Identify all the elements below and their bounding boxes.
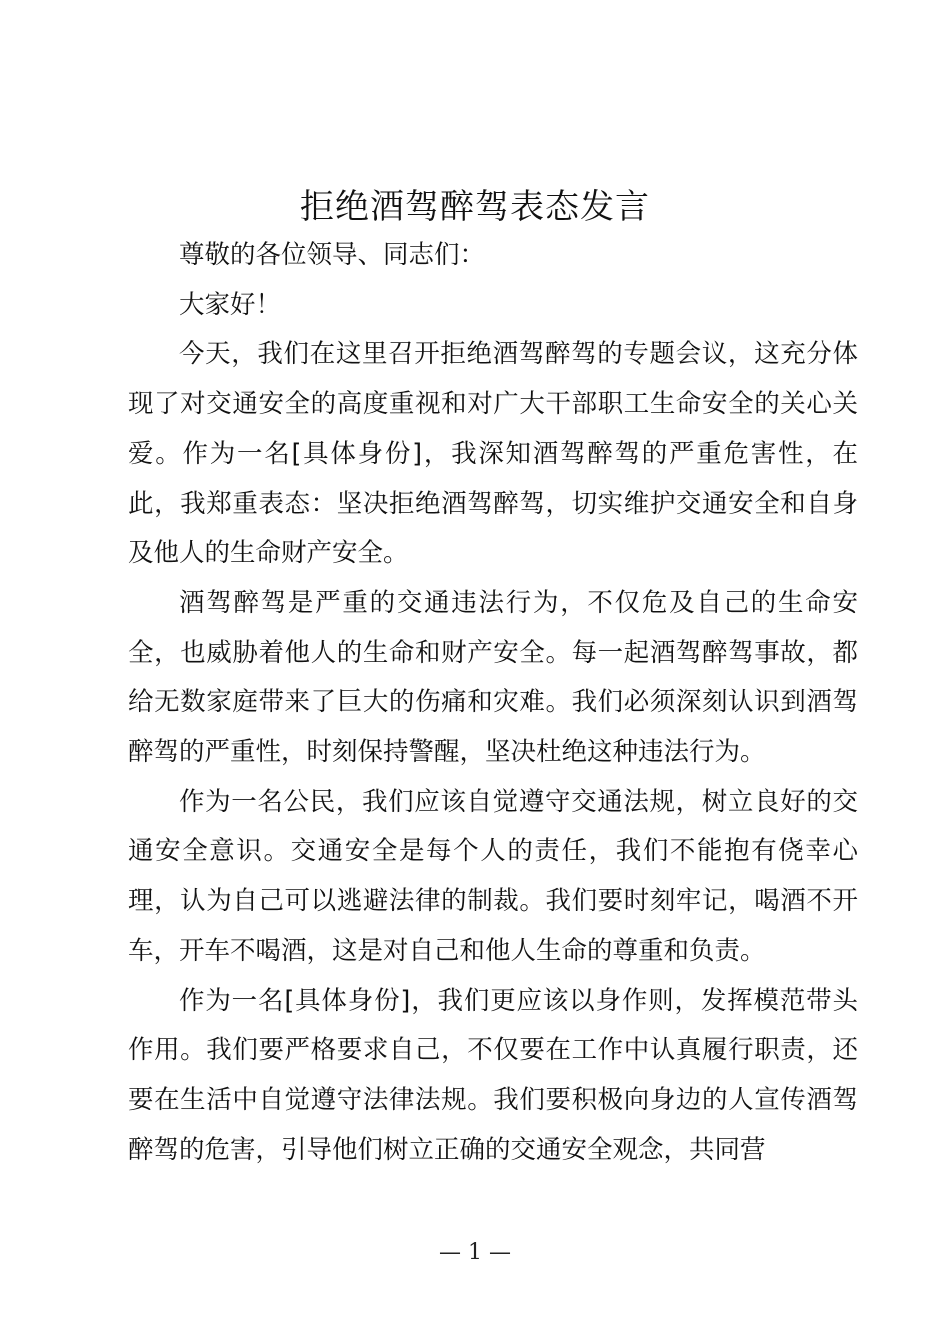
body-paragraph-4: 作为一名[具体身份]，我们更应该以身作则，发挥模范带头作用。我们要严格要求自己，不仅要在工作中认真履行职责，还要在生活中自觉遵守法律法规。我们要积极向身边的人宣传酒驾醉驾的危害，引导他们树立正确的交通安全观念，共同营 bbox=[128, 985, 858, 1165]
body-paragraph-1: 今天，我们在这里召开拒绝酒驾醉驾的专题会议，这充分体现了对交通安全的高度重视和对广大干部职工生命安全的关心关爱。作为一名[具体身份]，我深知酒驾醉驾的严重危害性，在此，我郑重表态：坚决拒绝酒驾醉驾，切实维护交通安全和自身及他人的生命财产安全。 bbox=[128, 339, 858, 569]
body-paragraph-2: 酒驾醉驾是严重的交通违法行为，不仅危及自己的生命安全，也威胁着他人的生命和财产安全。每一起酒驾醉驾事故，都给无数家庭带来了巨大的伤痛和灾难。我们必须深刻认识到酒驾醉驾的严重性，时刻保持警醒，坚决杜绝这种违法行为。 bbox=[128, 587, 858, 768]
greeting: 大家好！ bbox=[179, 289, 282, 320]
page-number: — 1 — bbox=[439, 1240, 511, 1265]
document-body bbox=[128, 231, 858, 1175]
body-paragraph-3: 作为一名公民，我们应该自觉遵守交通法规，树立良好的交通安全意识。交通安全是每个人的责任，我们不能抱有侥幸心理，认为自己可以逃避法律的制裁。我们要时刻牢记，喝酒不开车，开车不喝酒，这是对自己和他人生命的尊重和负责。 bbox=[128, 786, 858, 966]
document-title: 拒绝酒驾醉驾表态发言 bbox=[300, 187, 650, 227]
salutation: 尊敬的各位领导、同志们： bbox=[179, 240, 486, 270]
